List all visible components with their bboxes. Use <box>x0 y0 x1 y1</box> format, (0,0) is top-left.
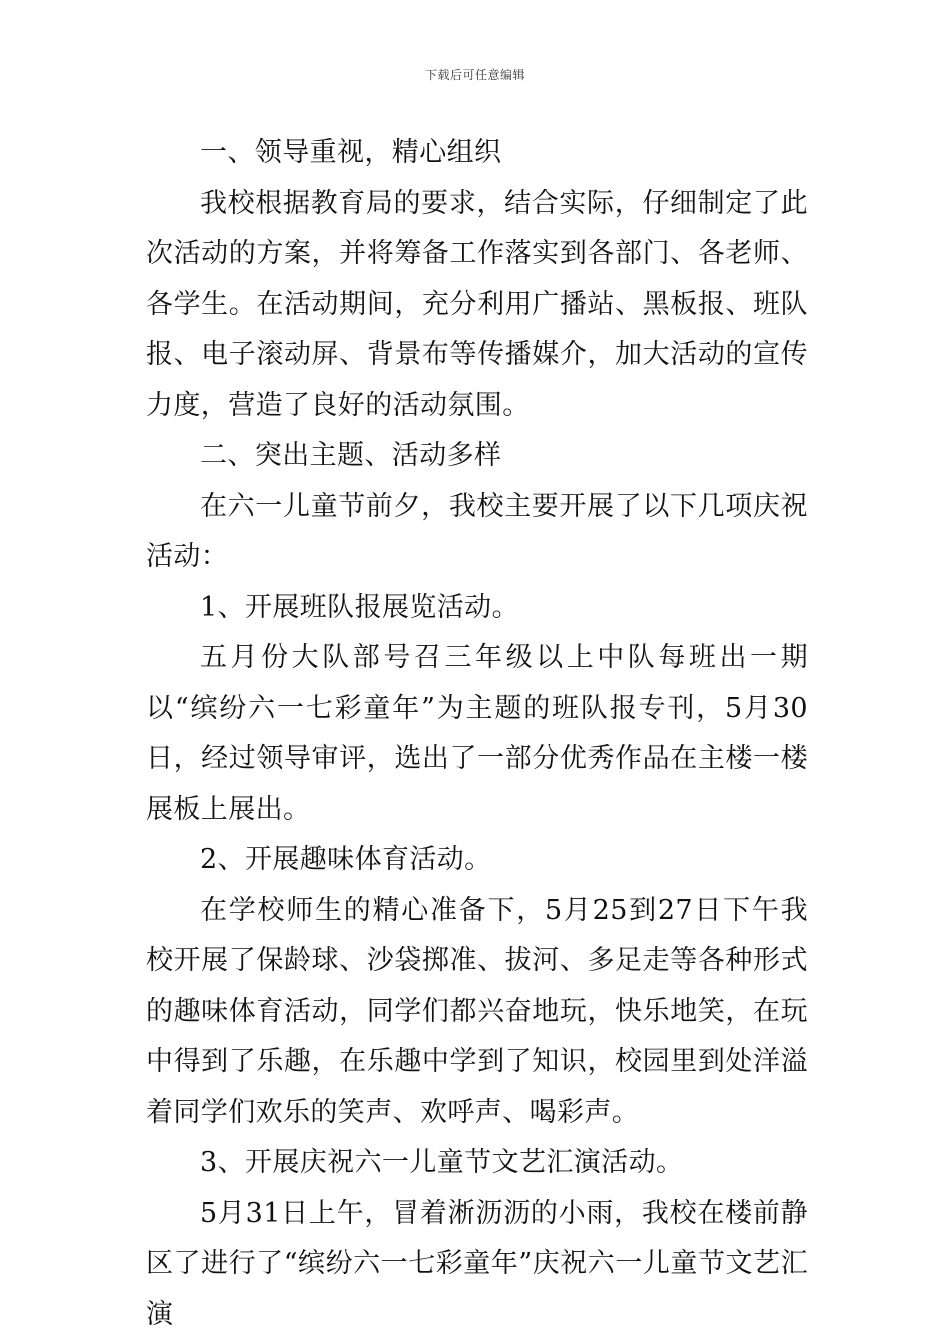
list-item-heading-2: 2、开展趣味体育活动。 <box>200 844 492 875</box>
body-paragraph: 我校根据教育局的要求，结合实际，仔细制定了此次活动的方案，并将筹备工作落实到各部门、各老师、各学生。在活动期间，充分利用广播站、黑板报、班队报、电子滚动屏、背景布等传播媒介，加大活动的宣传力度，营造了良好的活动氛围。 <box>146 187 808 421</box>
body-paragraph: 五月份大队部号召三年级以上中队每班出一期以“缤纷六一七彩童年”为主题的班队报专刊，5月30日，经过领导审评，选出了一部分优秀作品在主楼一楼展板上展出。 <box>146 642 808 825</box>
page-header: 下载后可任意编辑 <box>424 68 525 82</box>
body-paragraph: 在六一儿童节前夕，我校主要开展了以下几项庆祝活动： <box>146 490 808 572</box>
list-item-heading-1: 1、开展班队报展览活动。 <box>200 591 519 623</box>
section-heading-2: 二、突出主题、活动多样 <box>200 440 502 471</box>
document-body <box>146 128 808 1340</box>
list-item-heading-3: 3、开展庆祝六一儿童节文艺汇演活动。 <box>200 1147 684 1178</box>
body-paragraph: 5月31日上午，冒着淅沥沥的小雨，我校在楼前静区了进行了“缤纷六一七彩童年”庆祝六一儿童节文艺汇演 <box>146 1197 808 1330</box>
body-paragraph: 在学校师生的精心准备下，5月25到27日下午我校开展了保龄球、沙袋掷准、拔河、多足走等各种形式的趣味体育活动，同学们都兴奋地玩，快乐地笑，在玩中得到了乐趣，在乐趣中学到了知识，校园里到处洋溢着同学们欢乐的笑声、欢呼声、喝彩声。 <box>146 894 808 1128</box>
section-heading-1: 一、领导重视，精心组织 <box>200 137 502 168</box>
